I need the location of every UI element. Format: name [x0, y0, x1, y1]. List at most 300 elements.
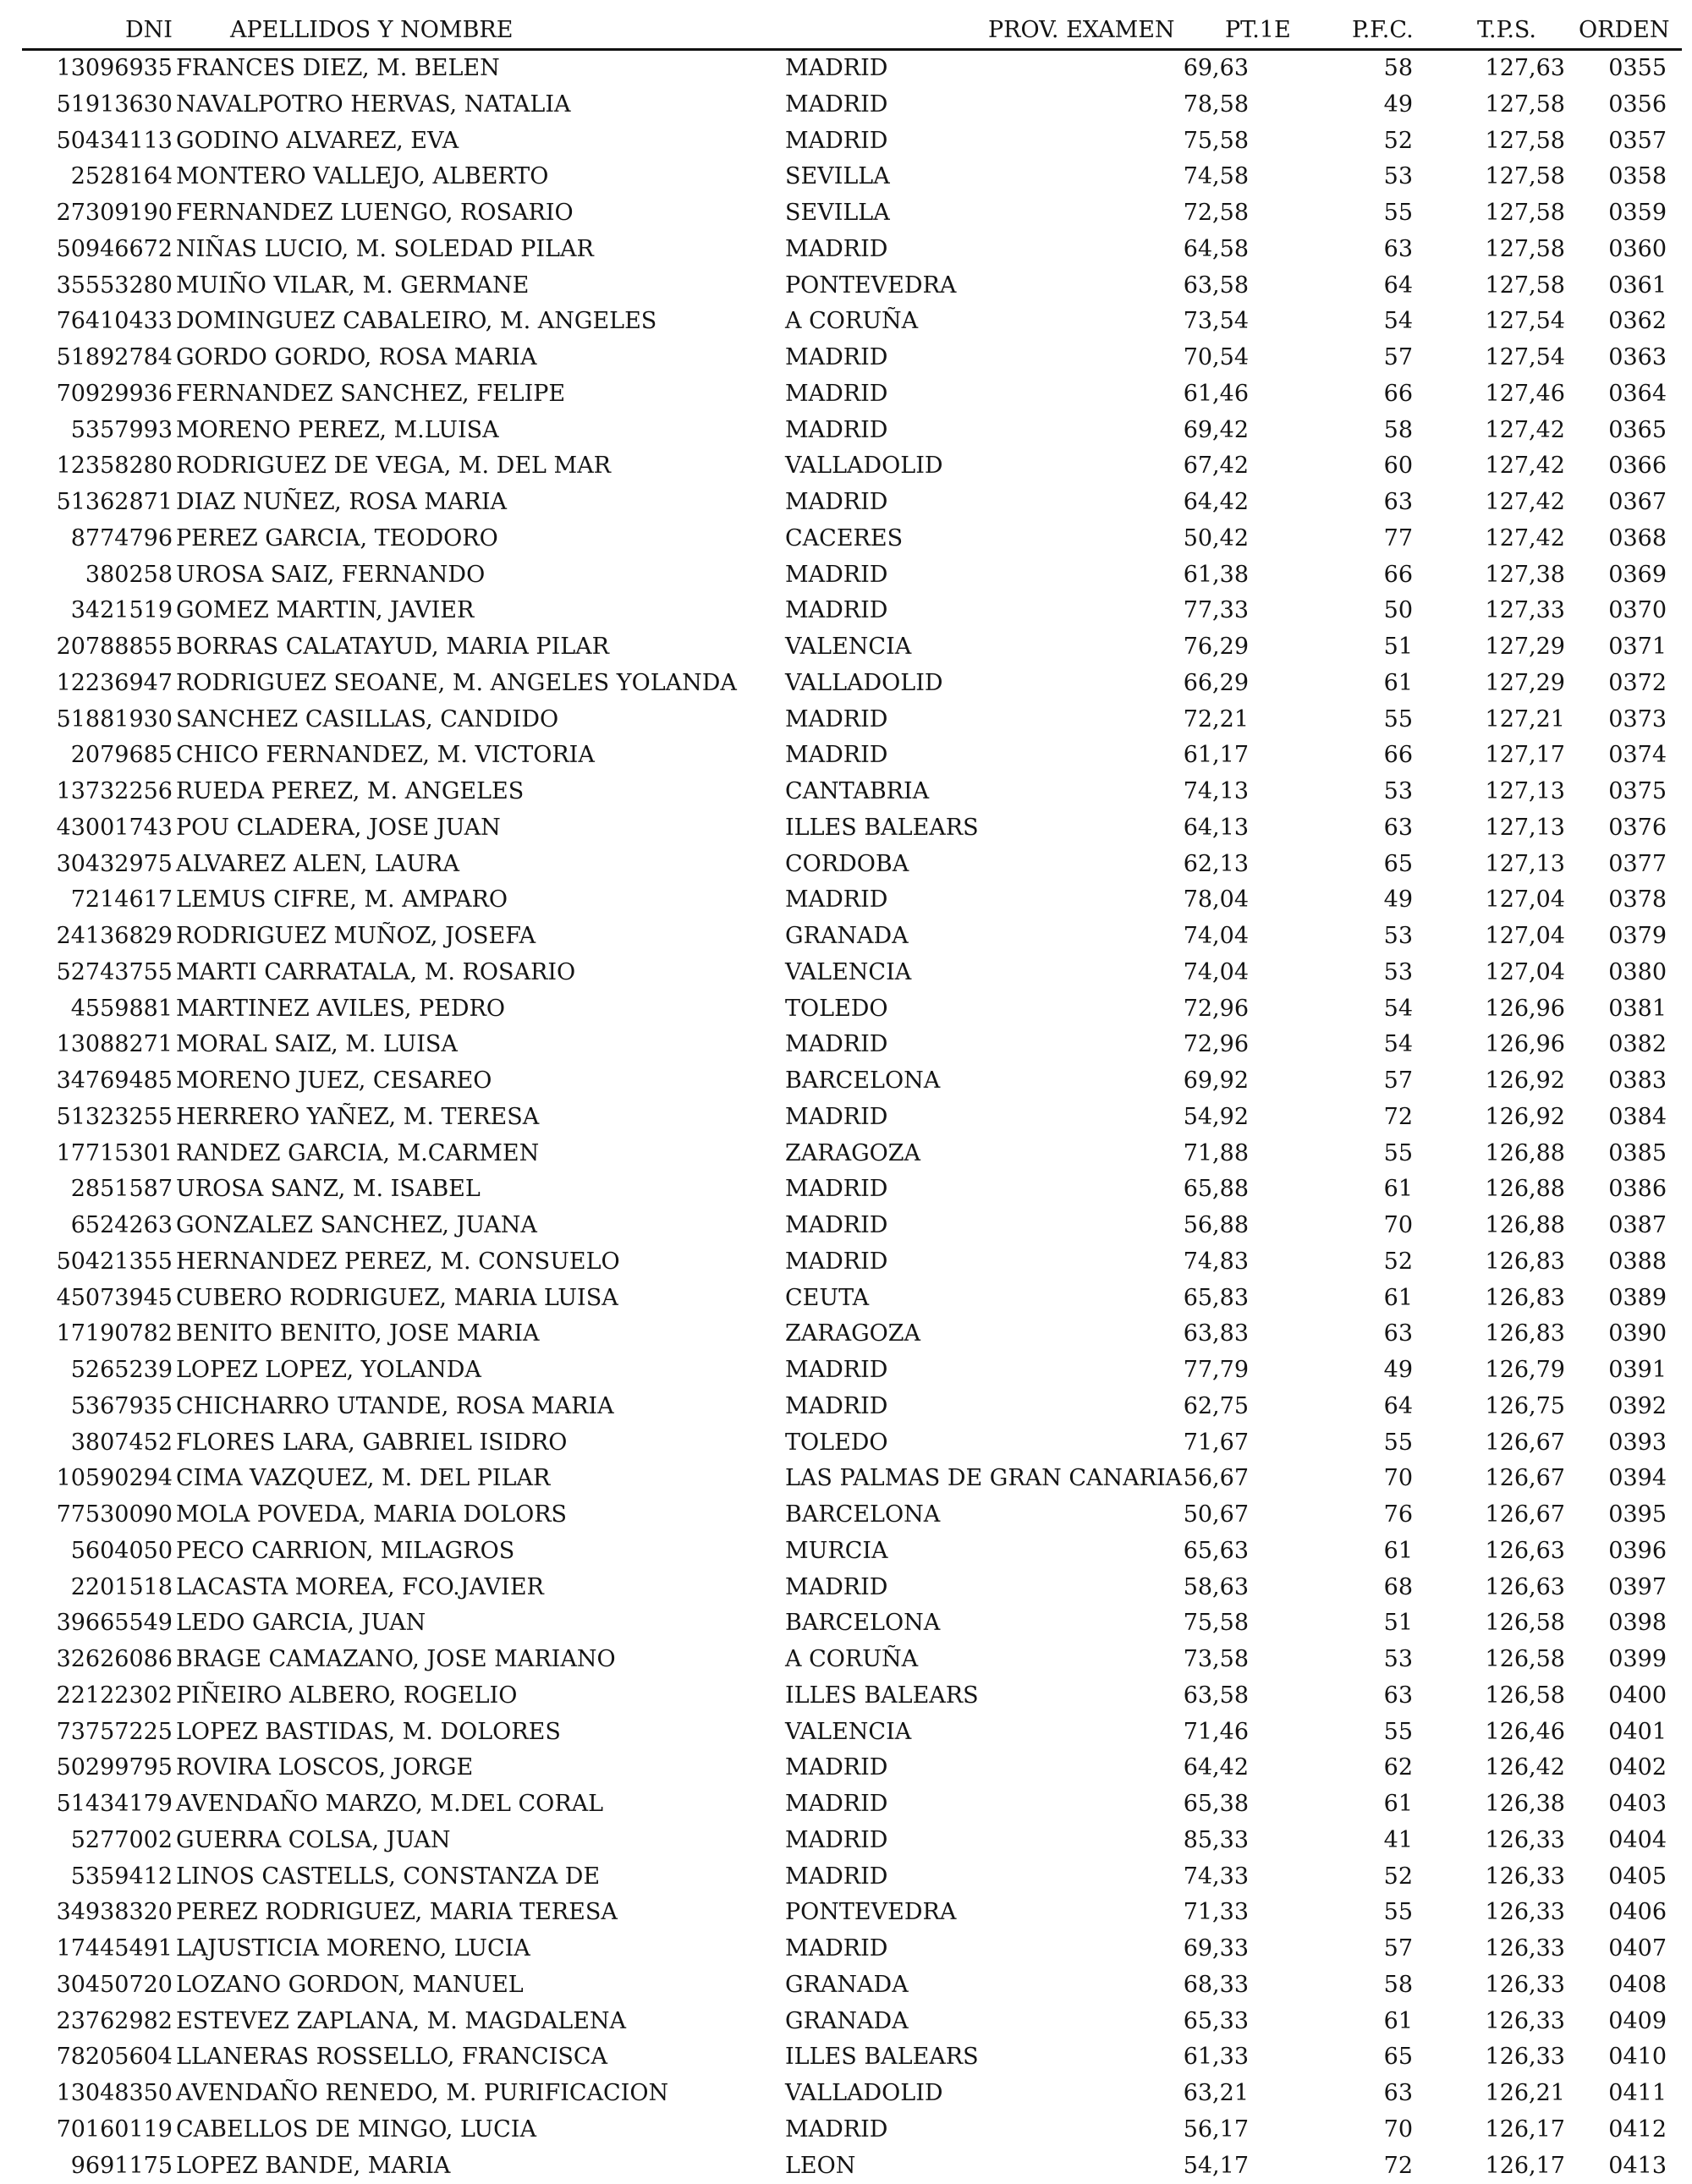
- cell-dni: 34769485: [57, 1063, 173, 1100]
- cell-pfc: 61: [1384, 1786, 1413, 1823]
- cell-pt1e: 72,21: [1184, 702, 1249, 738]
- cell-pt1e: 69,63: [1184, 51, 1249, 87]
- cell-dni: 8774796: [71, 521, 173, 557]
- cell-dni: 22122302: [57, 1678, 173, 1715]
- cell-prov: VALLADOLID: [785, 666, 943, 702]
- cell-name: LLANERAS ROSSELLO, FRANCISCA: [176, 2039, 607, 2076]
- cell-orden: 0376: [1608, 810, 1667, 847]
- cell-dni: 7214617: [71, 882, 173, 919]
- cell-orden: 0380: [1608, 955, 1667, 991]
- cell-pt1e: 74,58: [1184, 159, 1249, 195]
- cell-dni: 2528164: [71, 159, 173, 195]
- cell-pt1e: 75,58: [1184, 123, 1249, 160]
- cell-name: LOPEZ BASTIDAS, M. DOLORES: [176, 1715, 561, 1751]
- cell-orden: 0409: [1608, 2004, 1667, 2040]
- cell-tps: 127,13: [1486, 774, 1565, 810]
- cell-prov: LAS PALMAS DE GRAN CANARIA: [785, 1461, 1182, 1497]
- cell-dni: 27309190: [57, 195, 173, 232]
- table-row: [0, 376, 1692, 413]
- cell-prov: MADRID: [785, 232, 887, 268]
- cell-dni: 12236947: [57, 666, 173, 702]
- cell-prov: PONTEVEDRA: [785, 1895, 956, 1931]
- cell-name: RODRIGUEZ SEOANE, M. ANGELES YOLANDA: [176, 666, 737, 702]
- cell-tps: 126,79: [1486, 1353, 1565, 1389]
- table-row: [0, 340, 1692, 376]
- cell-prov: ILLES BALEARS: [785, 810, 979, 847]
- cell-prov: CEUTA: [785, 1281, 869, 1317]
- cell-dni: 2079685: [71, 738, 173, 774]
- cell-tps: 127,13: [1486, 810, 1565, 847]
- cell-pt1e: 77,33: [1184, 593, 1249, 629]
- cell-dni: 4559881: [71, 991, 173, 1028]
- table-row: [0, 2076, 1692, 2112]
- cell-tps: 127,58: [1486, 159, 1565, 195]
- cell-dni: 13048350: [57, 2076, 173, 2112]
- cell-pt1e: 74,33: [1184, 1859, 1249, 1896]
- cell-dni: 17715301: [57, 1136, 173, 1172]
- cell-prov: A CORUÑA: [785, 304, 918, 340]
- cell-name: FRANCES DIEZ, M. BELEN: [176, 51, 500, 87]
- cell-name: BORRAS CALATAYUD, MARIA PILAR: [176, 629, 609, 666]
- cell-pt1e: 61,17: [1184, 738, 1249, 774]
- cell-prov: MADRID: [785, 1859, 887, 1896]
- cell-orden: 0384: [1608, 1100, 1667, 1136]
- cell-dni: 77530090: [57, 1497, 173, 1534]
- cell-orden: 0405: [1608, 1859, 1667, 1896]
- cell-orden: 0364: [1608, 376, 1667, 413]
- cell-pt1e: 71,33: [1184, 1895, 1249, 1931]
- cell-pfc: 50: [1384, 593, 1413, 629]
- table-row: [0, 593, 1692, 629]
- cell-pfc: 64: [1384, 1389, 1413, 1425]
- cell-name: ESTEVEZ ZAPLANA, M. MAGDALENA: [176, 2004, 626, 2040]
- cell-name: MORENO JUEZ, CESAREO: [176, 1063, 492, 1100]
- cell-orden: 0377: [1608, 847, 1667, 883]
- cell-pt1e: 72,96: [1184, 1027, 1249, 1063]
- cell-tps: 126,46: [1486, 1715, 1565, 1751]
- cell-pfc: 52: [1384, 123, 1413, 160]
- cell-tps: 127,42: [1486, 485, 1565, 521]
- cell-orden: 0404: [1608, 1823, 1667, 1859]
- cell-orden: 0386: [1608, 1172, 1667, 1208]
- cell-name: MARTINEZ AVILES, PEDRO: [176, 991, 505, 1028]
- table-row: [0, 1534, 1692, 1570]
- cell-pfc: 55: [1384, 195, 1413, 232]
- table-row: [0, 666, 1692, 702]
- cell-pfc: 68: [1384, 1570, 1413, 1606]
- cell-orden: 0393: [1608, 1425, 1667, 1462]
- table-row: [0, 1786, 1692, 1823]
- cell-pt1e: 64,13: [1184, 810, 1249, 847]
- cell-orden: 0363: [1608, 340, 1667, 376]
- table-row: [0, 1027, 1692, 1063]
- cell-pt1e: 73,58: [1184, 1642, 1249, 1678]
- cell-name: NAVALPOTRO HERVAS, NATALIA: [176, 87, 571, 123]
- cell-tps: 126,33: [1486, 2004, 1565, 2040]
- cell-pt1e: 68,33: [1184, 1967, 1249, 2004]
- table-row: [0, 87, 1692, 123]
- cell-dni: 35553280: [57, 268, 173, 305]
- cell-pt1e: 67,42: [1184, 448, 1249, 485]
- cell-orden: 0387: [1608, 1208, 1667, 1244]
- table-row: [0, 702, 1692, 738]
- cell-orden: 0402: [1608, 1750, 1667, 1786]
- cell-prov: MADRID: [785, 1244, 887, 1281]
- cell-pt1e: 62,13: [1184, 847, 1249, 883]
- cell-prov: TOLEDO: [785, 991, 888, 1028]
- cell-prov: MADRID: [785, 1786, 887, 1823]
- table-row: [0, 123, 1692, 160]
- cell-pt1e: 62,75: [1184, 1389, 1249, 1425]
- header-pfc: P.F.C.: [1352, 14, 1414, 47]
- cell-pfc: 55: [1384, 1715, 1413, 1751]
- cell-tps: 126,42: [1486, 1750, 1565, 1786]
- table-row: [0, 1389, 1692, 1425]
- table-row: [0, 1497, 1692, 1534]
- cell-pt1e: 63,58: [1184, 1678, 1249, 1715]
- cell-pfc: 51: [1384, 1605, 1413, 1642]
- cell-prov: MADRID: [785, 702, 887, 738]
- cell-name: UROSA SANZ, M. ISABEL: [176, 1172, 481, 1208]
- cell-dni: 10590294: [57, 1461, 173, 1497]
- cell-prov: BARCELONA: [785, 1497, 940, 1534]
- cell-orden: 0379: [1608, 919, 1667, 955]
- table-row: [0, 485, 1692, 521]
- cell-pt1e: 71,67: [1184, 1425, 1249, 1462]
- cell-prov: MADRID: [785, 51, 887, 87]
- cell-pfc: 53: [1384, 774, 1413, 810]
- cell-prov: ZARAGOZA: [785, 1136, 920, 1172]
- table-row: [0, 1678, 1692, 1715]
- cell-dni: 6524263: [71, 1208, 173, 1244]
- cell-orden: 0412: [1608, 2112, 1667, 2148]
- cell-pfc: 53: [1384, 159, 1413, 195]
- cell-pfc: 60: [1384, 448, 1413, 485]
- cell-pfc: 70: [1384, 2112, 1413, 2148]
- cell-dni: 76410433: [57, 304, 173, 340]
- cell-name: LACASTA MOREA, FCO.JAVIER: [176, 1570, 544, 1606]
- cell-dni: 73757225: [57, 1715, 173, 1751]
- cell-dni: 51434179: [57, 1786, 173, 1823]
- cell-tps: 127,04: [1486, 882, 1565, 919]
- cell-pt1e: 74,04: [1184, 955, 1249, 991]
- cell-pt1e: 54,17: [1184, 2148, 1249, 2184]
- cell-tps: 127,04: [1486, 955, 1565, 991]
- cell-pt1e: 61,38: [1184, 557, 1249, 594]
- cell-dni: 13088271: [57, 1027, 173, 1063]
- cell-orden: 0369: [1608, 557, 1667, 594]
- cell-pt1e: 64,42: [1184, 1750, 1249, 1786]
- cell-pt1e: 65,88: [1184, 1172, 1249, 1208]
- cell-pt1e: 74,83: [1184, 1244, 1249, 1281]
- cell-pt1e: 76,29: [1184, 629, 1249, 666]
- cell-pt1e: 71,46: [1184, 1715, 1249, 1751]
- table-row: [0, 1895, 1692, 1931]
- cell-name: LAJUSTICIA MORENO, LUCIA: [176, 1931, 530, 1967]
- cell-dni: 51881930: [57, 702, 173, 738]
- cell-name: CIMA VAZQUEZ, M. DEL PILAR: [176, 1461, 550, 1497]
- cell-orden: 0373: [1608, 702, 1667, 738]
- cell-pt1e: 56,67: [1184, 1461, 1249, 1497]
- cell-name: CABELLOS DE MINGO, LUCIA: [176, 2112, 536, 2148]
- cell-prov: MADRID: [785, 1100, 887, 1136]
- cell-pfc: 49: [1384, 882, 1413, 919]
- cell-pfc: 55: [1384, 1136, 1413, 1172]
- cell-orden: 0389: [1608, 1281, 1667, 1317]
- cell-pt1e: 64,42: [1184, 485, 1249, 521]
- cell-pfc: 66: [1384, 557, 1413, 594]
- cell-name: CHICO FERNANDEZ, M. VICTORIA: [176, 738, 595, 774]
- table-row: [0, 1316, 1692, 1353]
- cell-dni: 34938320: [57, 1895, 173, 1931]
- cell-name: GOMEZ MARTIN, JAVIER: [176, 593, 474, 629]
- cell-pfc: 61: [1384, 1534, 1413, 1570]
- cell-pt1e: 50,42: [1184, 521, 1249, 557]
- cell-name: SANCHEZ CASILLAS, CANDIDO: [176, 702, 558, 738]
- cell-name: HERNANDEZ PEREZ, M. CONSUELO: [176, 1244, 620, 1281]
- cell-pfc: 70: [1384, 1461, 1413, 1497]
- cell-tps: 126,67: [1486, 1497, 1565, 1534]
- cell-pfc: 54: [1384, 1027, 1413, 1063]
- cell-dni: 5367935: [71, 1389, 173, 1425]
- cell-tps: 127,33: [1486, 593, 1565, 629]
- table-row: [0, 2112, 1692, 2148]
- cell-tps: 127,54: [1486, 340, 1565, 376]
- cell-prov: MURCIA: [785, 1534, 888, 1570]
- cell-name: ROVIRA LOSCOS, JORGE: [176, 1750, 473, 1786]
- cell-name: CUBERO RODRIGUEZ, MARIA LUISA: [176, 1281, 618, 1317]
- cell-tps: 126,92: [1486, 1100, 1565, 1136]
- cell-orden: 0392: [1608, 1389, 1667, 1425]
- cell-pfc: 65: [1384, 847, 1413, 883]
- cell-prov: CORDOBA: [785, 847, 909, 883]
- table-row: [0, 1425, 1692, 1462]
- cell-pt1e: 69,33: [1184, 1931, 1249, 1967]
- cell-pfc: 53: [1384, 919, 1413, 955]
- cell-pt1e: 63,83: [1184, 1316, 1249, 1353]
- table-row: [0, 1136, 1692, 1172]
- cell-tps: 126,67: [1486, 1461, 1565, 1497]
- cell-pfc: 55: [1384, 1895, 1413, 1931]
- cell-name: RUEDA PEREZ, M. ANGELES: [176, 774, 524, 810]
- cell-dni: 50434113: [57, 123, 173, 160]
- cell-tps: 127,63: [1486, 51, 1565, 87]
- cell-prov: BARCELONA: [785, 1605, 940, 1642]
- cell-dni: 51323255: [57, 1100, 173, 1136]
- cell-tps: 126,67: [1486, 1425, 1565, 1462]
- cell-dni: 39665549: [57, 1605, 173, 1642]
- cell-prov: SEVILLA: [785, 159, 890, 195]
- cell-prov: PONTEVEDRA: [785, 268, 956, 305]
- cell-pfc: 61: [1384, 1281, 1413, 1317]
- table-row: [0, 1642, 1692, 1678]
- cell-pt1e: 78,58: [1184, 87, 1249, 123]
- cell-dni: 70929936: [57, 376, 173, 413]
- cell-name: LOZANO GORDON, MANUEL: [176, 1967, 524, 2004]
- cell-name: GONZALEZ SANCHEZ, JUANA: [176, 1208, 537, 1244]
- cell-pt1e: 69,92: [1184, 1063, 1249, 1100]
- cell-orden: 0388: [1608, 1244, 1667, 1281]
- cell-dni: 45073945: [57, 1281, 173, 1317]
- cell-name: LEMUS CIFRE, M. AMPARO: [176, 882, 508, 919]
- cell-dni: 5359412: [71, 1859, 173, 1896]
- cell-dni: 2201518: [71, 1570, 173, 1606]
- cell-orden: 0366: [1608, 448, 1667, 485]
- cell-orden: 0398: [1608, 1605, 1667, 1642]
- cell-prov: MADRID: [785, 557, 887, 594]
- cell-pt1e: 61,33: [1184, 2039, 1249, 2076]
- cell-dni: 50421355: [57, 1244, 173, 1281]
- cell-prov: MADRID: [785, 1208, 887, 1244]
- cell-pfc: 58: [1384, 1967, 1413, 2004]
- cell-name: GORDO GORDO, ROSA MARIA: [176, 340, 536, 376]
- cell-tps: 126,58: [1486, 1678, 1565, 1715]
- cell-prov: ILLES BALEARS: [785, 1678, 979, 1715]
- cell-dni: 30432975: [57, 847, 173, 883]
- table-row: [0, 1967, 1692, 2004]
- cell-pt1e: 74,13: [1184, 774, 1249, 810]
- cell-tps: 126,63: [1486, 1570, 1565, 1606]
- cell-pfc: 51: [1384, 629, 1413, 666]
- cell-name: FERNANDEZ LUENGO, ROSARIO: [176, 195, 574, 232]
- cell-tps: 127,58: [1486, 123, 1565, 160]
- cell-name: MARTI CARRATALA, M. ROSARIO: [176, 955, 575, 991]
- cell-orden: 0408: [1608, 1967, 1667, 2004]
- cell-orden: 0356: [1608, 87, 1667, 123]
- cell-pfc: 64: [1384, 268, 1413, 305]
- table-row: [0, 1100, 1692, 1136]
- cell-tps: 127,54: [1486, 304, 1565, 340]
- cell-orden: 0357: [1608, 123, 1667, 160]
- cell-pt1e: 63,58: [1184, 268, 1249, 305]
- cell-prov: MADRID: [785, 87, 887, 123]
- cell-tps: 126,96: [1486, 991, 1565, 1028]
- cell-pt1e: 70,54: [1184, 340, 1249, 376]
- cell-orden: 0378: [1608, 882, 1667, 919]
- cell-name: HERRERO YAÑEZ, M. TERESA: [176, 1100, 539, 1136]
- cell-pfc: 66: [1384, 376, 1413, 413]
- cell-name: RODRIGUEZ MUÑOZ, JOSEFA: [176, 919, 536, 955]
- cell-prov: MADRID: [785, 882, 887, 919]
- cell-pt1e: 78,04: [1184, 882, 1249, 919]
- table-row: [0, 51, 1692, 87]
- cell-orden: 0381: [1608, 991, 1667, 1028]
- cell-pfc: 72: [1384, 1100, 1413, 1136]
- cell-tps: 126,33: [1486, 1967, 1565, 2004]
- cell-tps: 126,17: [1486, 2148, 1565, 2184]
- cell-tps: 127,58: [1486, 87, 1565, 123]
- cell-orden: 0400: [1608, 1678, 1667, 1715]
- cell-orden: 0367: [1608, 485, 1667, 521]
- table-row: [0, 1715, 1692, 1751]
- cell-dni: 43001743: [57, 810, 173, 847]
- table-row: [0, 413, 1692, 449]
- cell-orden: 0394: [1608, 1461, 1667, 1497]
- cell-pfc: 52: [1384, 1244, 1413, 1281]
- cell-name: PEREZ RODRIGUEZ, MARIA TERESA: [176, 1895, 618, 1931]
- cell-pt1e: 71,88: [1184, 1136, 1249, 1172]
- cell-name: DIAZ NUÑEZ, ROSA MARIA: [176, 485, 507, 521]
- cell-name: BRAGE CAMAZANO, JOSE MARIANO: [176, 1642, 616, 1678]
- cell-pfc: 49: [1384, 1353, 1413, 1389]
- cell-pfc: 41: [1384, 1823, 1413, 1859]
- cell-pt1e: 73,54: [1184, 304, 1249, 340]
- cell-tps: 126,58: [1486, 1605, 1565, 1642]
- table-row: [0, 810, 1692, 847]
- cell-prov: VALENCIA: [785, 629, 911, 666]
- cell-dni: 20788855: [57, 629, 173, 666]
- table-row: [0, 629, 1692, 666]
- cell-pfc: 61: [1384, 666, 1413, 702]
- cell-name: MORAL SAIZ, M. LUISA: [176, 1027, 458, 1063]
- cell-orden: 0355: [1608, 51, 1667, 87]
- cell-dni: 70160119: [57, 2112, 173, 2148]
- cell-tps: 126,33: [1486, 1931, 1565, 1967]
- cell-name: BENITO BENITO, JOSE MARIA: [176, 1316, 540, 1353]
- cell-tps: 127,29: [1486, 666, 1565, 702]
- table-row: [0, 232, 1692, 268]
- cell-dni: 17445491: [57, 1931, 173, 1967]
- cell-tps: 126,92: [1486, 1063, 1565, 1100]
- cell-tps: 126,63: [1486, 1534, 1565, 1570]
- table-row: [0, 1281, 1692, 1317]
- cell-tps: 126,88: [1486, 1208, 1565, 1244]
- cell-orden: 0391: [1608, 1353, 1667, 1389]
- cell-dni: 78205604: [57, 2039, 173, 2076]
- cell-prov: MADRID: [785, 376, 887, 413]
- cell-tps: 127,38: [1486, 557, 1565, 594]
- cell-pfc: 53: [1384, 1642, 1413, 1678]
- cell-pfc: 57: [1384, 1931, 1413, 1967]
- cell-tps: 127,58: [1486, 195, 1565, 232]
- cell-name: DOMINGUEZ CABALEIRO, M. ANGELES: [176, 304, 656, 340]
- cell-name: NIÑAS LUCIO, M. SOLEDAD PILAR: [176, 232, 594, 268]
- cell-pt1e: 75,58: [1184, 1605, 1249, 1642]
- cell-prov: MADRID: [785, 123, 887, 160]
- cell-tps: 126,38: [1486, 1786, 1565, 1823]
- table-row: [0, 738, 1692, 774]
- cell-name: RANDEZ GARCIA, M.CARMEN: [176, 1136, 539, 1172]
- cell-orden: 0407: [1608, 1931, 1667, 1967]
- cell-pt1e: 56,17: [1184, 2112, 1249, 2148]
- cell-dni: 30450720: [57, 1967, 173, 2004]
- cell-prov: ZARAGOZA: [785, 1316, 920, 1353]
- cell-pfc: 55: [1384, 702, 1413, 738]
- cell-prov: A CORUÑA: [785, 1642, 918, 1678]
- header-name: APELLIDOS Y NOMBRE: [230, 14, 513, 47]
- cell-prov: GRANADA: [785, 1967, 909, 2004]
- cell-orden: 0371: [1608, 629, 1667, 666]
- table-row: [0, 774, 1692, 810]
- cell-name: FLORES LARA, GABRIEL ISIDRO: [176, 1425, 567, 1462]
- cell-orden: 0396: [1608, 1534, 1667, 1570]
- cell-prov: MADRID: [785, 1027, 887, 1063]
- cell-tps: 126,33: [1486, 2039, 1565, 2076]
- cell-orden: 0375: [1608, 774, 1667, 810]
- cell-orden: 0413: [1608, 2148, 1667, 2184]
- cell-prov: MADRID: [785, 1389, 887, 1425]
- table-row: [0, 991, 1692, 1028]
- cell-tps: 127,58: [1486, 232, 1565, 268]
- cell-pfc: 54: [1384, 991, 1413, 1028]
- table-row: [0, 2039, 1692, 2076]
- cell-orden: 0395: [1608, 1497, 1667, 1534]
- table-row: [0, 1750, 1692, 1786]
- cell-dni: 12358280: [57, 448, 173, 485]
- cell-dni: 51362871: [57, 485, 173, 521]
- cell-pt1e: 66,29: [1184, 666, 1249, 702]
- cell-prov: MADRID: [785, 340, 887, 376]
